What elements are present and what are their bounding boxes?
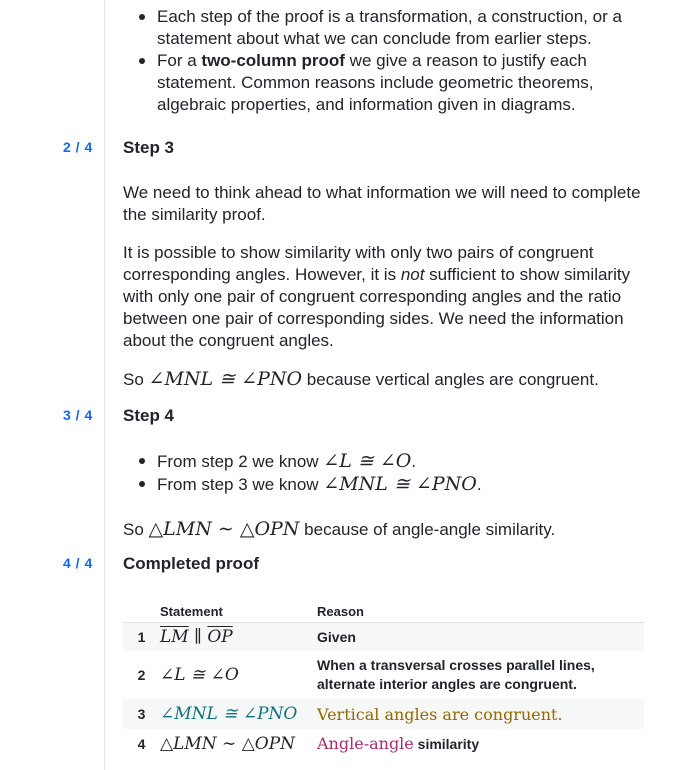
header-reason: Reason — [317, 603, 364, 619]
step-4-bullet-2 — [123, 473, 643, 496]
intro-bullet-2-post: we give a reason to justify each statement. Common reasons include geometric theorems, algebraic properties, and information given in diagrams. — [157, 51, 594, 114]
step-4-bullet-2-post: . — [476, 475, 482, 494]
row-reason-highlight: Angle-angle — [317, 734, 414, 753]
row-reason: Vertical angles are congruent. — [317, 704, 563, 724]
intro-bullet-list — [123, 6, 643, 116]
completed-proof-title: Completed proof — [123, 554, 259, 573]
proof-table-header — [123, 600, 644, 622]
step-4-body — [123, 450, 643, 541]
step-counter-2-of-4: 2 / 4 — [63, 139, 93, 155]
step-3-conclusion — [123, 368, 643, 391]
step-3-title: Step 3 — [123, 138, 175, 157]
step-4-title: Step 4 — [123, 406, 175, 425]
step-counter-4-of-4: 4 / 4 — [63, 555, 93, 571]
step-4-conclusion — [123, 518, 643, 541]
table-row — [123, 651, 644, 699]
step-4-conclusion-pre: So — [123, 520, 149, 539]
row-statement: ∠MNL ≅ ∠PNO — [160, 704, 298, 724]
intro-bullet-2-pre: For a — [157, 51, 202, 70]
intro-bullet-1-text: Each step of the proof is a transformation, a construction, or a statement about what we can conclude from earlier steps. — [157, 7, 622, 48]
row-reason: When a transversal crosses parallel lines, alternate interior angles are congruent. — [317, 657, 595, 692]
row-number: 2 — [137, 667, 146, 683]
parallel-symbol: ∥ — [188, 627, 208, 647]
row-statement — [160, 627, 317, 647]
intro-bullet-2-bold: two-column proof — [201, 51, 345, 70]
step-3-para-2-pre: It is possible to show similarity with only two pairs of congruent corresponding angles. However, it is — [123, 243, 594, 284]
step-3-conclusion-math: ∠MNL ≅ ∠PNO — [148, 368, 303, 390]
step-counter-3-of-4: 3 / 4 — [63, 407, 93, 423]
row-reason — [317, 734, 644, 754]
step-4-bullet-2-pre: From step 3 we know — [157, 475, 324, 494]
table-row — [123, 729, 644, 759]
step-4-conclusion-math: △LMN ∼ △OPN — [148, 518, 300, 540]
step-3-conclusion-post: because vertical angles are congruent. — [302, 370, 599, 389]
step-4-bullet-1-math: ∠L ≅ ∠O — [323, 450, 412, 472]
intro-section — [123, 6, 643, 116]
step-4-bullet-list — [123, 450, 643, 496]
row-number: 4 — [137, 736, 146, 752]
step-4-bullet-1-post: . — [411, 452, 417, 471]
row-number: 3 — [137, 706, 146, 722]
segment-op: $\overline{OP}$ — [207, 627, 233, 647]
step-3-conclusion-pre: So — [123, 370, 149, 389]
step-4-bullet-1 — [123, 450, 643, 473]
step-4-conclusion-post: because of angle-angle similarity. — [299, 520, 556, 539]
step-4-bullet-1-pre: From step 2 we know — [157, 452, 324, 471]
step-3-body — [123, 182, 643, 391]
step-4-bullet-2-math: ∠MNL ≅ ∠PNO — [323, 473, 477, 495]
step-3-para-2 — [123, 242, 643, 352]
step-3-para-2-post: sufficient to show similarity with only one pair of congruent corresponding angles and the ratio between one pair of corresponding sides. We need the information about the congruent angles. — [123, 265, 631, 350]
table-row — [123, 699, 644, 729]
intro-bullet-2 — [123, 50, 643, 116]
step-3-para-1: We need to think ahead to what information we will need to complete the similarity proof. — [123, 183, 641, 224]
row-number: 1 — [137, 629, 146, 645]
header-statement: Statement — [160, 603, 223, 619]
proof-table — [123, 600, 644, 759]
row-statement: △LMN ∼ △OPN — [160, 734, 296, 754]
row-reason-rest: similarity — [413, 736, 480, 752]
intro-bullet-1 — [123, 6, 643, 50]
row-reason: Given — [317, 628, 356, 645]
row-statement: ∠L ≅ ∠O — [160, 665, 239, 685]
segment-lm: $\overline{LM}$ — [160, 627, 189, 647]
table-row — [123, 622, 644, 651]
content-rail — [104, 0, 105, 770]
step-3-para-2-em: not — [400, 265, 425, 284]
